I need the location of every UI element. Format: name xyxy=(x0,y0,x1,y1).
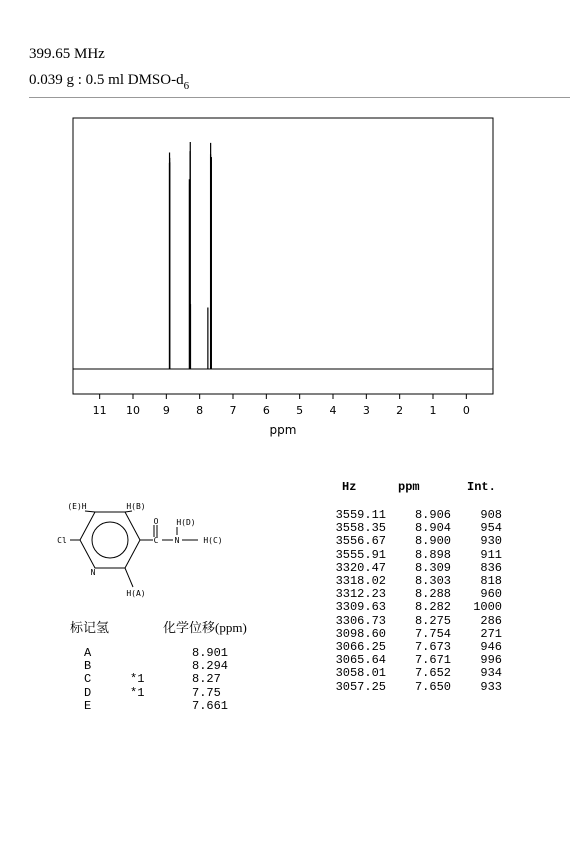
assignment-shift: 8.294 xyxy=(192,659,229,674)
peak-hz: 3065.64 xyxy=(335,653,386,668)
peak-hz: 3556.67 xyxy=(335,534,386,549)
peak-int: 286 xyxy=(480,613,502,628)
peak-int: 996 xyxy=(480,653,502,668)
assignment-label: C xyxy=(84,672,92,687)
label-h-b: H(B) xyxy=(126,502,146,511)
peak-int: 954 xyxy=(480,521,502,536)
x-axis-label: ppm xyxy=(269,423,297,437)
assignment-label: D xyxy=(84,685,92,700)
peak-hz: 3318.02 xyxy=(335,574,386,588)
x-tick-label: 1 xyxy=(429,404,437,417)
peak-int: 946 xyxy=(480,640,502,654)
peak-int: 934 xyxy=(480,666,502,681)
peak-int: 933 xyxy=(480,679,502,694)
peak-ppm: 7.673 xyxy=(414,640,451,654)
x-tick-label: 2 xyxy=(396,404,404,417)
peak-ppm: 7.652 xyxy=(414,666,451,681)
peak-int: 930 xyxy=(480,534,502,549)
assignment-note: *1 xyxy=(130,685,145,700)
peak-int: 1000 xyxy=(473,600,502,615)
peak-ppm: 7.650 xyxy=(414,679,451,694)
peak-ppm: 8.275 xyxy=(414,613,451,628)
assignment-col-label: 标记氢 xyxy=(70,620,110,635)
peak-table-row xyxy=(0,521,570,535)
peak-table-col-header: ppm xyxy=(398,480,420,494)
peak-ppm: 8.898 xyxy=(414,547,451,562)
peak-ppm: 8.309 xyxy=(414,560,451,575)
peak-table-row xyxy=(0,614,570,628)
peak-int: 960 xyxy=(480,587,502,602)
peak-hz: 3555.91 xyxy=(335,547,386,562)
peak-ppm: 8.906 xyxy=(414,508,451,522)
label-o: O xyxy=(153,517,159,526)
x-tick-label: 5 xyxy=(296,404,304,417)
peak-hz: 3057.25 xyxy=(335,679,386,694)
peak-table-row xyxy=(0,627,570,641)
x-tick-label: 8 xyxy=(196,404,204,417)
peak-hz: 3559.11 xyxy=(335,508,386,522)
peak-int: 908 xyxy=(480,508,502,522)
peak-table-row xyxy=(0,680,570,694)
sample-subscript: 6 xyxy=(183,80,190,92)
peak-hz: 3306.73 xyxy=(335,613,386,628)
x-tick-label: 10 xyxy=(126,404,140,417)
label-n-amide: N xyxy=(174,536,180,545)
peak-table-row xyxy=(0,600,570,614)
x-axis-ticks xyxy=(93,394,470,417)
peak-int: 836 xyxy=(480,560,502,575)
spectrum-peaks xyxy=(169,142,211,369)
x-tick-label: 11 xyxy=(92,404,107,417)
x-tick-label: 4 xyxy=(329,404,337,417)
peak-ppm: 8.303 xyxy=(414,574,451,588)
assignment-shift: 7.75 xyxy=(192,685,221,700)
plot-frame xyxy=(73,118,493,394)
peak-ppm: 7.671 xyxy=(414,653,451,668)
sample-text: 0.039 g : 0.5 ml DMSO-d xyxy=(29,72,184,88)
peak-int: 911 xyxy=(480,547,502,562)
peak-table-row xyxy=(0,508,570,522)
label-n-ring: N xyxy=(90,568,96,577)
spectrometer-frequency: 399.65 MHz xyxy=(29,46,105,62)
peak-hz: 3066.25 xyxy=(335,640,386,654)
peak-ppm: 7.754 xyxy=(414,626,451,641)
peak-hz: 3312.23 xyxy=(335,587,386,602)
peak-ppm: 8.282 xyxy=(414,600,451,615)
peak-table-row xyxy=(0,640,570,654)
peak-ppm: 8.900 xyxy=(414,534,451,549)
x-tick-label: 0 xyxy=(462,404,470,417)
x-tick-label: 3 xyxy=(362,404,370,417)
peak-table-row xyxy=(0,587,570,601)
peak-table-row xyxy=(0,561,570,575)
peak-table-row xyxy=(0,574,570,588)
peak-ppm: 8.288 xyxy=(414,587,451,602)
x-tick-label: 7 xyxy=(229,404,237,417)
peak-table-row xyxy=(0,548,570,562)
assignment-label: A xyxy=(84,646,92,660)
x-tick-label: 9 xyxy=(162,404,170,417)
assignment-shift: 7.661 xyxy=(192,698,229,713)
peak-hz: 3098.60 xyxy=(335,626,386,641)
peak-hz: 3558.35 xyxy=(335,521,386,536)
peak-hz: 3058.01 xyxy=(335,666,386,681)
peak-table-row xyxy=(0,534,570,548)
label-c: C xyxy=(153,536,159,545)
assignment-label: E xyxy=(84,698,92,713)
x-tick-label: 6 xyxy=(262,404,270,417)
peak-table-row xyxy=(0,666,570,680)
assignment-note: *1 xyxy=(130,672,145,687)
peak-int: 271 xyxy=(480,626,502,641)
peak-table-col-header: Int. xyxy=(467,480,496,494)
label-h-a: H(A) xyxy=(126,589,146,598)
assignment-shift: 8.27 xyxy=(192,672,221,687)
peak-ppm: 8.904 xyxy=(414,521,451,536)
peak-int: 818 xyxy=(480,574,502,588)
label-h-d: H(D) xyxy=(176,518,196,527)
assignment-col-shift: 化学位移(ppm) xyxy=(163,620,247,635)
label-h-e: (E)H xyxy=(67,502,87,511)
peak-hz: 3320.47 xyxy=(335,560,386,575)
label-h-c: H(C) xyxy=(203,536,223,545)
peak-table-col-header: Hz xyxy=(342,480,357,494)
peak-hz: 3309.63 xyxy=(335,600,386,615)
label-cl: Cl xyxy=(57,536,67,545)
peak-table-row xyxy=(0,653,570,667)
assignment-label: B xyxy=(84,659,92,674)
assignment-shift: 8.901 xyxy=(192,646,229,660)
